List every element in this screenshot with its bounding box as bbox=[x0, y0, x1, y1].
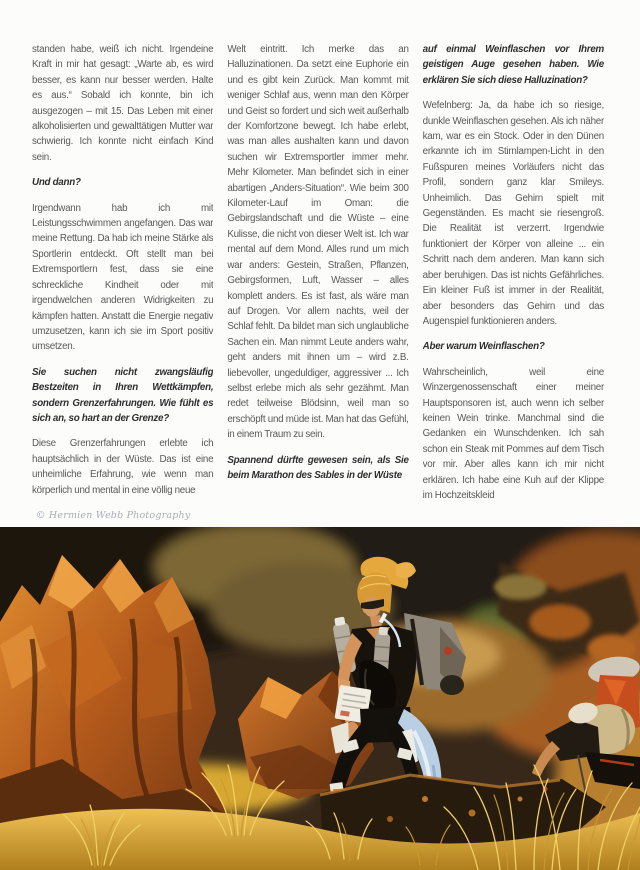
text-column-3 bbox=[423, 42, 604, 510]
photo-credit: © Hermien Webb Photography bbox=[36, 510, 191, 521]
text-column-2 bbox=[227, 42, 408, 510]
interview-answer: Wefelnberg: Ja, da habe ich so riesige, dunkle Weinflaschen gesehen. Als ich näher kam, war es ein Stock. Oder in den Dünen erkannte ich im Stirnlampen-Licht in den Fußspuren meines Vorläufers nicht das Profil, sondern ganz klar Smileys. Unheimlich. Das Gehirn spielt mit Gegenständen. Es macht sie riesengroß. Die Realität ist verzerrt. Irgendwie funktioniert der Körper von alleine ... ein Schritt nach dem anderen. Man kann sich aber beruhigen. Das ist nichts Gefährliches. Ein kleiner Fuß ist immer in der Realität, aber besonders das Gehirn und das Augenspiel funktionieren anders. bbox=[422, 100, 604, 327]
interview-answer: Irgendwann hab ich mit Leistungsschwimmen angefangen. Das war meine Rettung. Da hab ich meine Stärke als Sportlerin entdeckt. Oft stellt man bei Extremsportlern fest, dass sie eine schreckliche Kindheit oder mit irgendwelchen anderen Widrigkeiten zu kämpfen hatten. Anstatt die Energie negativ umzusetzen, kann ich sie im Sport positiv umsetzen. bbox=[32, 202, 214, 353]
interview-answer: standen habe, weiß ich nicht. Irgendeine Kraft in mir hat gesagt: „Warte ab, es wird besser, es kann nur besser werden. Halte es aus.“ Sobald ich konnte, bin ich ausgezogen – mit 15. Das Leben mit einer alkoholisierten und gewalttätigen Mutter war schwierig. Ich konnte nicht einfach Kind sein. bbox=[32, 44, 214, 163]
interview-answer: Diese Grenzerfahrungen erlebte ich hauptsächlich in der Wüste. Das ist eine unheimliche Erfahrung, wie wenn man körperlich und mental in eine völlig neue bbox=[32, 438, 214, 496]
interview-question: auf einmal Weinflaschen vor Ihrem geistigen Auge gesehen haben. Wie erklären Sie sich diese Halluzination? bbox=[422, 44, 604, 86]
interview-answer: Welt eintritt. Ich merke das an Halluzinationen. Da setzt eine Euphorie ein und es gibt kein Zurück. Man kommt mit weniger Schlaf aus, wenn man den Körper und Geist so fordert und sich weit außerhalb der Komfortzone bewegt. Ich habe erlebt, was man alles aushalten kann und davon suchen wir Extremsportler immer mehr. Mehr Kilometer. Man befindet sich in einer abartigen „Anders-Situation“. Wie beim 300 Kilometer-Lauf im Oman: die Gebirgslandschaft und die Wüste – eine Kulisse, die nicht von dieser Welt ist. Ich war mental auf dem Mond. Alles rund um mich war anders: Gestein, Straßen, Pflanzen, Gebirgsformen, Luft, Wasser – alles komplett anders. Es ist fast, als wäre man auf Drogen. Vor allem nachts, weil der Schlaf fehlt. Da bildet man sich unglaubliche Sachen ein. Man nimmt Leute anders wahr, geht anders mit ihnen um – wird z.B. liebevoller, ungeduldiger, aggressiver ... Ich selbst erlebe mich als sehr gezähmt. Man redet teilweise Blödsinn, weil man so erschöpft und müde ist. Man hat das Gefühl, in einem Traum zu sein. bbox=[227, 44, 409, 441]
text-column-1 bbox=[32, 42, 213, 510]
interview-question: Und dann? bbox=[32, 177, 81, 189]
interview-question: Sie suchen nicht zwangsläufig Bestzeiten in Ihren Wettkämpfen, sondern Grenzerfahrungen. Wie fühlt es sich an, so hart an der Grenze? bbox=[32, 366, 214, 424]
article-photo bbox=[0, 527, 640, 870]
interview-question: Aber warum Weinflaschen? bbox=[422, 341, 545, 353]
interview-text bbox=[32, 42, 604, 510]
interview-answer: Wahrscheinlich, weil eine Winzergenossenschaft einer meiner Hauptsponsoren ist, auch wenn ich selber keinen Wein trinke. Manchmal sind die Gedanken ein Wunschdenken. Ich sah schon ein Steak mit Pommes auf dem Tisch vor mir. Aber alles kann ich mir nicht erklären. Ich habe eine Kuh auf der Klippe im Hochzeitskleid bbox=[422, 366, 604, 501]
interview-question: Spannend dürfte gewesen sein, als Sie beim Marathon des Sables in der Wüste bbox=[227, 454, 409, 481]
